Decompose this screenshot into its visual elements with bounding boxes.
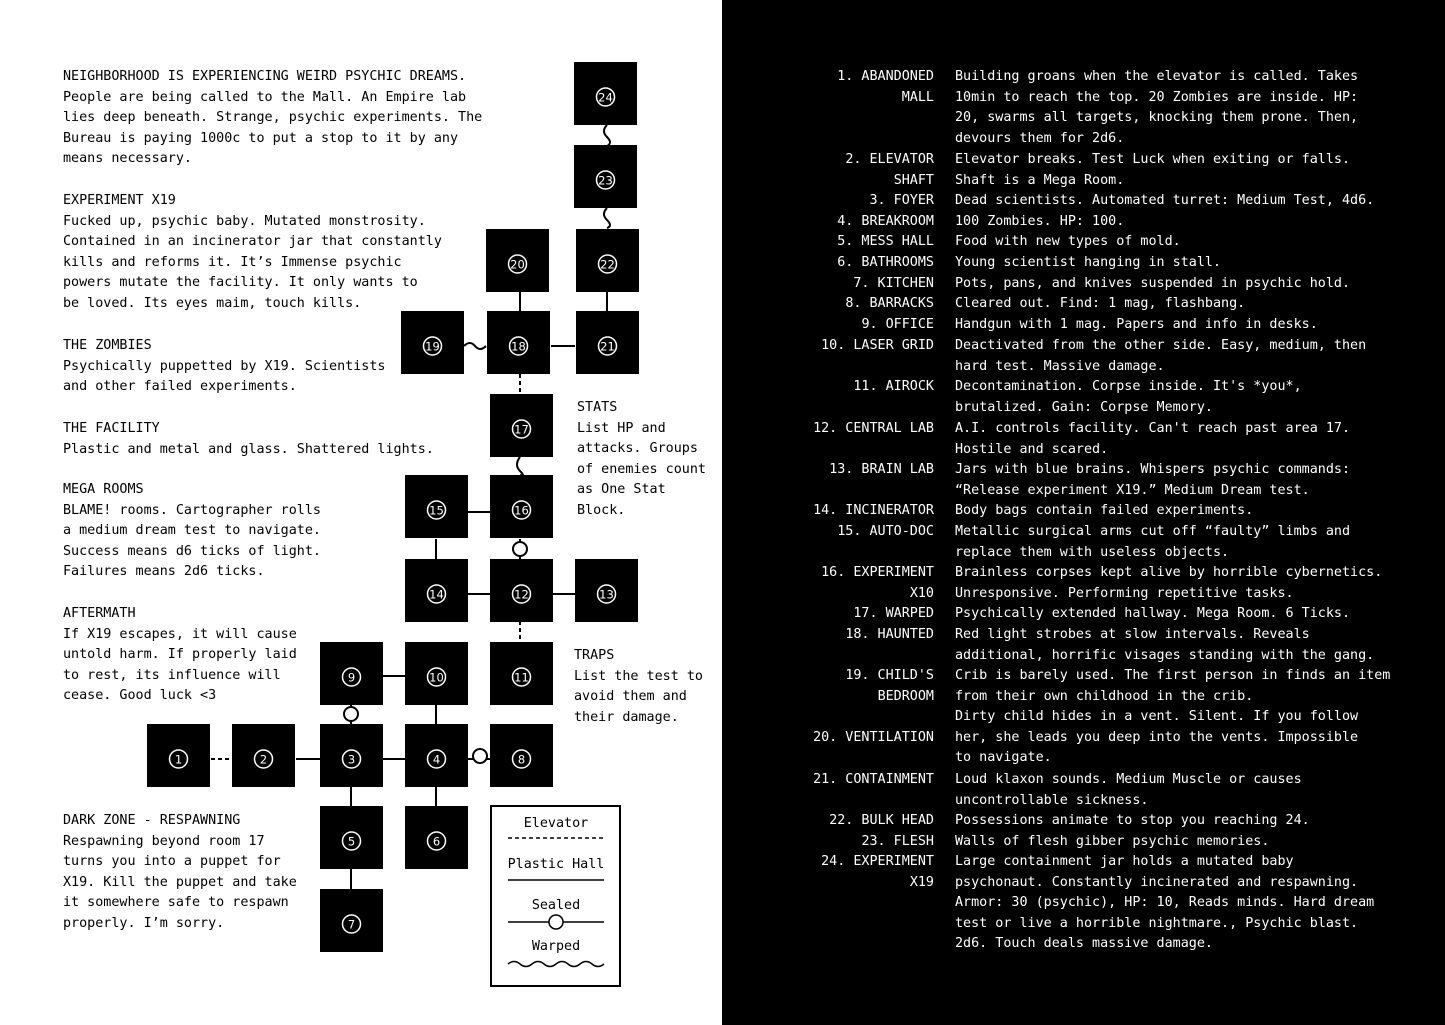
section-body: Psychically puppetted by X19. Scientists and other failed experiments. xyxy=(63,358,386,395)
legend-warped-label: Warped xyxy=(531,939,581,954)
legend-elevator-label: Elevator xyxy=(523,816,589,831)
key-number: 19. CHILD'S BEDROOM xyxy=(845,668,934,704)
room-number: 9 xyxy=(347,670,356,685)
room-1 xyxy=(147,724,210,787)
room-7 xyxy=(320,889,383,952)
room-11 xyxy=(490,642,553,705)
key-description: Metallic surgical arms cut off “faulty” limbs and replace them with useless objects. xyxy=(955,524,1351,560)
key-number: 2. ELEVATOR SHAFT xyxy=(845,152,934,188)
key-number: 10. LASER GRID xyxy=(821,338,934,353)
key-number: 6. BATHROOMS xyxy=(837,255,934,270)
key-description: Crib is barely used. The first person in finds an item from their own childhood in the crib. xyxy=(955,668,1391,704)
key-description: Possessions animate to stop you reaching 24. xyxy=(955,813,1310,828)
key-description: Brainless corpses kept alive by horrible cybernetics. Unresponsive. Performing repetitive tasks. xyxy=(955,565,1383,601)
key-number: 3. FOYER xyxy=(869,193,934,208)
room-number: 12 xyxy=(514,587,529,602)
section-title: THE ZOMBIES xyxy=(63,338,152,353)
room-number: 11 xyxy=(514,670,529,685)
section-mega-rooms xyxy=(63,480,321,583)
key-number: 23. FLESH xyxy=(861,834,934,849)
section-body: Fucked up, psychic baby. Mutated monstrosity. Contained in an incinerator jar that constantly kills and reforms it. It’s Immense psychic powers mutate the facility. It only wants to be loved. Its eyes maim, touch kills. xyxy=(63,213,442,311)
room-number: 16 xyxy=(514,503,529,518)
key-number: 4. BREAKROOM xyxy=(837,214,934,229)
legend-plastic-hall-label: Plastic Hall xyxy=(507,857,605,872)
room-number: 14 xyxy=(429,587,444,602)
key-description: Large containment jar holds a mutated baby psychonaut. Constantly incinerated and respawning. Armor: 30 (psychic), HP: 10, Reads minds. Hard dream test or live a horrible nightmare., Psychic blast. 2d6. Touch deals massive damage. xyxy=(955,854,1375,952)
room-number: 5 xyxy=(347,834,356,849)
key-description: Dirty child hides in a vent. Silent. If you follow her, she leads you deep into the vents. Impossible to navigate. xyxy=(955,709,1359,766)
room-number: 13 xyxy=(599,587,614,602)
room-number: 6 xyxy=(432,834,441,849)
key-description: Pots, pans, and knives suspended in psychic hold. xyxy=(955,276,1351,291)
room-16 xyxy=(490,475,553,538)
legend-sealed-label: Sealed xyxy=(531,898,581,913)
key-description: Loud klaxon sounds. Medium Muscle or causes uncontrollable sickness. xyxy=(955,772,1302,808)
room-number: 4 xyxy=(432,752,441,767)
traps-body: List the test to avoid them and their damage. xyxy=(574,668,703,725)
section-title: EXPERIMENT X19 xyxy=(63,193,176,208)
room-20 xyxy=(486,229,549,292)
room-number: 7 xyxy=(347,917,356,932)
section-facility xyxy=(63,419,434,460)
room-21 xyxy=(576,311,639,374)
left-page xyxy=(0,0,722,1025)
room-number: 23 xyxy=(598,173,613,188)
room-number: 17 xyxy=(514,422,529,437)
right-page xyxy=(722,0,1445,1025)
room-8 xyxy=(490,724,553,787)
key-number: 13. BRAIN LAB xyxy=(829,462,934,477)
key-description: Body bags contain failed experiments. xyxy=(955,503,1254,518)
section-body: Plastic and metal and glass. Shattered lights. xyxy=(63,441,434,457)
room-22 xyxy=(576,229,639,292)
section-body: Respawning beyond room 17 turns you into a puppet for X19. Kill the puppet and take it somewhere safe to respawn properly. I’m sorry. xyxy=(63,833,297,931)
room-14 xyxy=(405,559,468,622)
intro-text: NEIGHBORHOOD IS EXPERIENCING WEIRD PSYCHIC DREAMS. People are being called to the Mall. An Empire lab lies deep beneath. Strange, psychic experiments. The Bureau is paying 1000c to put a stop to it by any means necessary. xyxy=(63,69,483,167)
key-number: 18. HAUNTED xyxy=(845,627,934,642)
key-description: Cleared out. Find: 1 mag, flashbang. xyxy=(955,296,1246,311)
key-description: Red light strobes at slow intervals. Reveals additional, horrific visages standing with the gang. xyxy=(955,627,1375,663)
section-experiment-x19 xyxy=(63,191,442,315)
section-title: MEGA ROOMS xyxy=(63,482,144,497)
room-4 xyxy=(405,724,468,787)
key-description: Dead scientists. Automated turret: Medium Test, 4d6. xyxy=(955,193,1375,208)
room-number: 21 xyxy=(600,339,615,354)
stats-title: STATS xyxy=(577,400,618,415)
key-number: 15. AUTO-DOC xyxy=(837,524,934,539)
key-number: 1. ABANDONED MALL xyxy=(837,69,934,105)
section-aftermath xyxy=(63,604,297,707)
key-number: 7. KITCHEN xyxy=(853,276,934,291)
key-description: Psychically extended hallway. Mega Room. 6 Ticks. xyxy=(955,606,1351,621)
key-number: 9. OFFICE xyxy=(861,317,934,332)
room-number: 20 xyxy=(510,257,525,272)
key-number: 16. EXPERIMENT X10 xyxy=(821,565,934,601)
key-description: Deactivated from the other side. Easy, medium, then hard test. Massive damage. xyxy=(955,338,1367,374)
key-description: Young scientist hanging in stall. xyxy=(955,255,1222,270)
key-number: 17. WARPED xyxy=(853,606,934,621)
key-description: A.I. controls facility. Can't reach past area 17. Hostile and scared. xyxy=(955,421,1351,457)
key-number: 5. MESS HALL xyxy=(837,234,934,249)
room-18 xyxy=(487,311,550,374)
section-title: THE FACILITY xyxy=(63,421,160,436)
key-number: 22. BULK HEAD xyxy=(829,813,934,828)
key-description: Jars with blue brains. Whispers psychic commands: “Release experiment X19.” Medium Dream test. xyxy=(955,462,1351,498)
key-description: Building groans when the elevator is called. Takes 10min to reach the top. 20 Zombies are inside. HP: 20, swarms all targets, knocking them prone. Then, devours them for 2d6. xyxy=(955,69,1359,146)
key-description: Handgun with 1 mag. Papers and info in desks. xyxy=(955,317,1318,332)
room-number: 15 xyxy=(429,503,444,518)
key-description: Food with new types of mold. xyxy=(955,234,1181,249)
room-number: 24 xyxy=(598,90,613,105)
key-number: 11. AIROCK xyxy=(853,379,934,394)
key-description: Elevator breaks. Test Luck when exiting or falls. Shaft is a Mega Room. xyxy=(955,152,1351,188)
room-number: 19 xyxy=(425,339,440,354)
key-number: 24. EXPERIMENT X19 xyxy=(821,854,934,890)
stats-note xyxy=(577,398,706,522)
traps-title: TRAPS xyxy=(574,648,615,663)
room-5 xyxy=(320,806,383,869)
section-title: AFTERMATH xyxy=(63,606,136,621)
room-15 xyxy=(405,475,468,538)
room-3 xyxy=(320,724,383,787)
section-body: If X19 escapes, it will cause untold harm. If properly laid to rest, its influence will cease. Good luck <3 xyxy=(63,626,297,704)
room-6 xyxy=(405,806,468,869)
room-13 xyxy=(575,559,638,622)
key-number: 8. BARRACKS xyxy=(845,296,934,311)
stats-body: List HP and attacks. Groups of enemies count as One Stat Block. xyxy=(577,420,706,518)
room-2 xyxy=(232,724,295,787)
room-number: 10 xyxy=(429,670,444,685)
key-description: Decontamination. Corpse inside. It's *you*, brutalized. Gain: Corpse Memory. xyxy=(955,379,1302,415)
key-number: 12. CENTRAL LAB xyxy=(813,421,934,436)
room-19 xyxy=(401,311,464,374)
legend xyxy=(491,806,620,986)
room-10 xyxy=(405,642,468,705)
room-24 xyxy=(574,62,637,125)
section-dark-zone xyxy=(63,811,297,935)
key-description: Walls of flesh gibber psychic memories. xyxy=(955,834,1270,849)
room-17 xyxy=(490,394,553,457)
key-number: 21. CONTAINMENT xyxy=(813,772,934,787)
traps-note xyxy=(574,646,703,728)
section-zombies xyxy=(63,336,385,398)
room-number: 8 xyxy=(517,752,526,767)
section-body: BLAME! rooms. Cartographer rolls a medium dream test to navigate. Success means d6 ticks of light. Failures means 2d6 ticks. xyxy=(63,502,321,580)
room-12 xyxy=(490,559,553,622)
room-number: 22 xyxy=(600,257,615,272)
section-title: DARK ZONE - RESPAWNING xyxy=(63,813,241,828)
room-number: 1 xyxy=(174,752,183,767)
key-description: 100 Zombies. HP: 100. xyxy=(955,214,1125,229)
room-23 xyxy=(574,145,637,208)
key-number: 20. VENTILATION xyxy=(813,729,934,745)
room-number: 18 xyxy=(511,339,526,354)
room-9 xyxy=(320,642,383,705)
room-number: 3 xyxy=(347,752,356,767)
room-number: 2 xyxy=(259,752,268,767)
key-number: 14. INCINERATOR xyxy=(813,503,934,518)
